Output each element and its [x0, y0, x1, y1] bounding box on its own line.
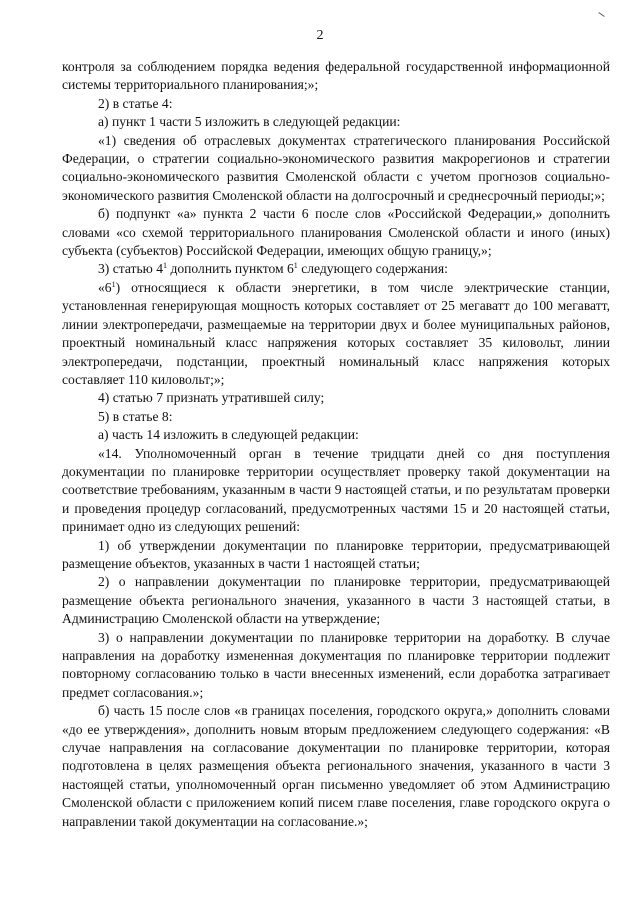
paragraph: 2) о направлении документации по планировке территории, предусматривающей размещение объекта регионального значения, указанного в части 3 настоящей статьи, в Администрацию Смоленской области на утверждение; — [62, 574, 610, 627]
paragraph: контроля за соблюдением порядка ведения федеральной государственной информационной системы территориального планирования;»; — [62, 59, 610, 93]
text-run: дополнить пунктом 6 — [167, 261, 294, 277]
paragraph: 2) в статье 4: — [98, 95, 173, 111]
superscript: 1 — [293, 261, 298, 271]
paragraph — [62, 260, 610, 278]
page-number: 2 — [316, 28, 324, 43]
superscript: 1 — [163, 261, 168, 271]
paragraph — [62, 279, 610, 389]
paragraph: 5) в статье 8: — [98, 408, 173, 424]
paragraph: 1) об утверждении документации по планировке территории, предусматривающей размещение объектов, указанных в части 1 настоящей статьи; — [62, 537, 610, 571]
paragraph: а) часть 14 изложить в следующей редакции: — [98, 427, 359, 443]
paragraph: 3) о направлении документации по планировке территории на доработку. В случае направления на доработку измененная документация по планировке территории подлежит повторному согласованию только в части внесенных изменений, если доработка затрагивает предмет согласования.»; — [62, 629, 610, 700]
text-run: 3) статью 4 — [98, 261, 164, 277]
paragraph: 4) статью 7 признать утратившей силу; — [98, 390, 325, 406]
paragraph: «14. Уполномоченный орган в течение тридцати дней со дня поступления документации по планировке территории осуществляет проверку такой документации на соответствие требованиям, указанным в части 9 настоящей статьи, и по результатам проверки и проведения процедур согласований, предусмотренных частями 15 и 20 настоящей статьи, принимает одно из следующих решений: — [62, 445, 610, 535]
paragraph: б) подпункт «а» пункта 2 части 6 после слов «Российской Федерации,» дополнить словами «со схемой территориального планирования Смоленской области и иного (иных) субъекта (субъектов) Российской Федерации, имеющих общую границу,»; — [62, 206, 610, 259]
text-run: ) относящиеся к области энергетики, в том числе электрические станции, установленная генерирующая мощность которых составляет от 25 мегаватт до 100 мегаватт, линии электропередачи, размещаемые на территории двух и более муниципальных районов, проектный номинальный класс напряжения которых составляет 35 киловольт, линии электропередачи, подстанции, проектный номинальный класс напряжения которых составляет 110 киловольт;»; — [62, 279, 610, 387]
document-body — [62, 58, 610, 831]
paragraph: а) пункт 1 части 5 изложить в следующей редакции: — [98, 114, 401, 130]
paragraph: б) часть 15 после слов «в границах поселения, городского округа,» дополнить словами «до ее утверждения», дополнить новым вторым предложением следующего содержания: «В случае направления на согласование документации по планировке территории, которая подготовлена в целях размещения объекта регионального значения, указанного в части 3 настоящей статьи, уполномоченный орган письменно уведомляет об этом Администрацию Смоленской области с приложением копий писем главе поселения, главе городского округа о направлении такой документации на согласование.»; — [62, 703, 610, 829]
superscript: 1 — [111, 279, 116, 289]
text-run: следующего содержания: — [297, 261, 448, 277]
scan-mark — [598, 12, 604, 17]
text-run: «6 — [98, 279, 112, 295]
paragraph: «1) сведения об отраслевых документах стратегического планирования Российской Федерации, о стратегии социально-экономического развития макрорегионов и стратегии социально-экономического развития Смоленской области с учетом прогнозов социально-экономического развития Смоленской области на долгосрочный и среднесрочный периоды;»; — [62, 132, 610, 203]
